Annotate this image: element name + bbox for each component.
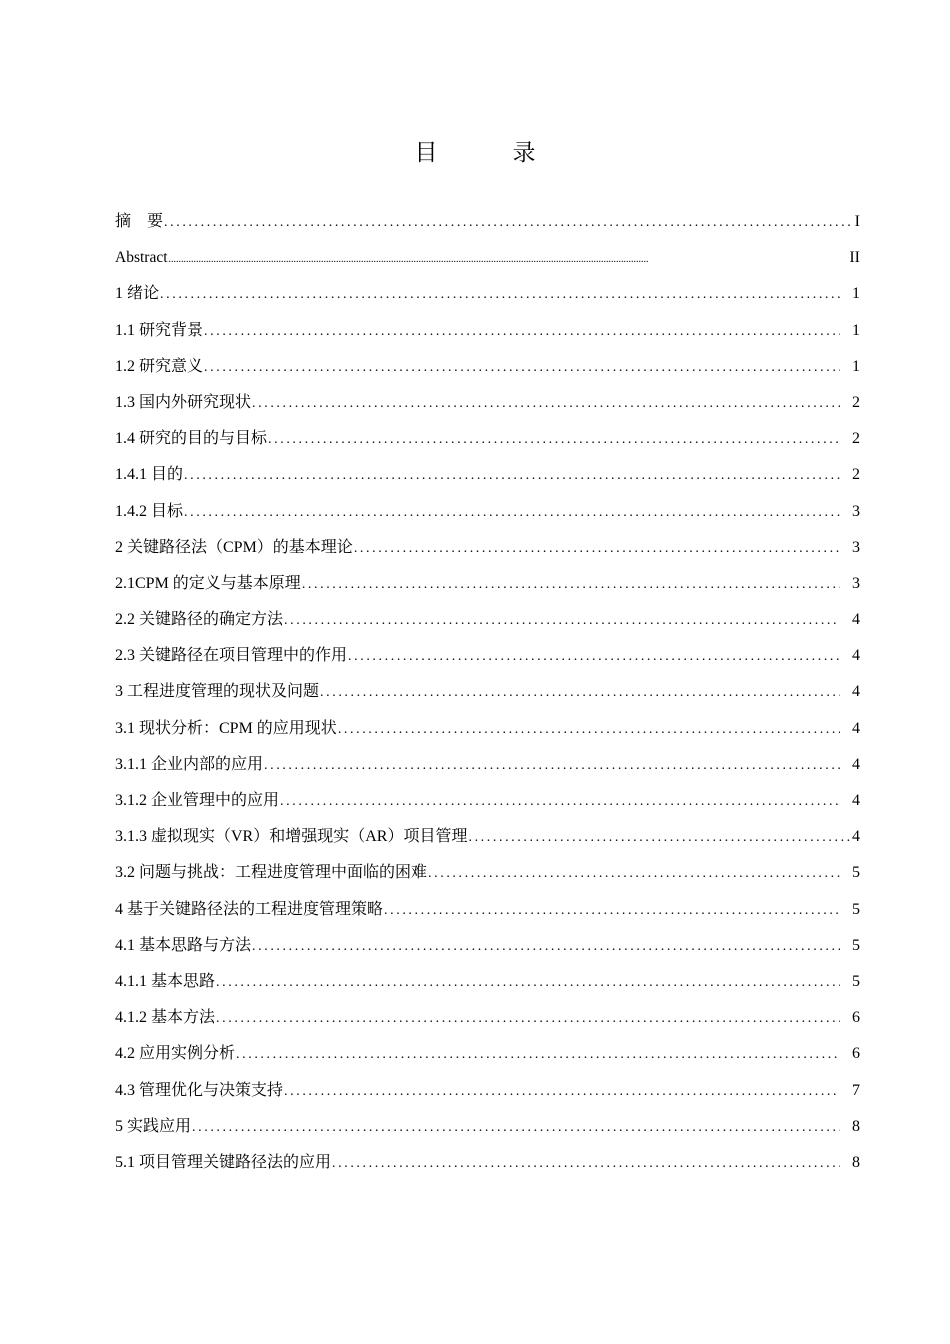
dot-leader <box>192 1116 840 1140</box>
toc-entry-page: 3 <box>852 538 860 556</box>
dot-leader <box>184 501 840 525</box>
toc-entry-label: 4.1.2 基本方法 <box>115 1009 216 1027</box>
toc-entry-1-4-1[interactable] <box>115 463 860 499</box>
toc-entry-1-2[interactable] <box>115 355 860 391</box>
dot-leader <box>169 248 848 272</box>
toc-entry-4-1[interactable] <box>115 934 860 970</box>
toc-entry-label: 摘 要 <box>115 213 164 230</box>
toc-entry-3-1-2[interactable] <box>115 789 860 825</box>
toc-entry-page: 1 <box>852 285 860 303</box>
toc-entry-page: 8 <box>852 1117 860 1135</box>
toc-entry-2-1[interactable] <box>115 572 860 608</box>
toc-entry-label: 4.1.1 基本思路 <box>115 972 216 990</box>
toc-entry-chapter-2[interactable] <box>115 536 860 572</box>
toc-entry-label: 3.1.2 企业管理中的应用 <box>115 792 280 809</box>
dot-leader <box>338 718 840 742</box>
toc-entry-4-1-1[interactable] <box>115 970 860 1006</box>
toc-entry-label: 5.1 项目管理关键路径法的应用 <box>115 1153 332 1171</box>
toc-entry-label: 1 绪论 <box>115 285 160 303</box>
dot-leader <box>284 1080 840 1104</box>
dot-leader <box>204 320 840 344</box>
toc-entry-label: 1.4.1 目的 <box>115 466 184 484</box>
toc-entry-4-2[interactable] <box>115 1042 860 1078</box>
toc-entry-label: 1.2 研究意义 <box>115 357 204 375</box>
toc-entry-1-3[interactable] <box>115 391 860 427</box>
dot-leader <box>216 1007 840 1031</box>
toc-entry-page: 3 <box>852 502 860 520</box>
dot-leader <box>354 537 840 561</box>
toc-entry-page: 5 <box>852 972 860 990</box>
toc-entry-page: 1 <box>852 357 860 375</box>
toc-entry-label: 2 关键路径法（CPM）的基本理论 <box>115 538 353 556</box>
toc-entry-chapter-3[interactable] <box>115 680 860 716</box>
toc-entry-label: 2.1CPM 的定义与基本原理 <box>115 574 301 592</box>
toc-entry-page: 4 <box>852 647 860 665</box>
dot-leader <box>320 681 840 705</box>
dot-leader <box>236 1043 840 1067</box>
toc-entry-page: 2 <box>852 466 860 484</box>
toc-entry-label: 1.4.2 目标 <box>115 502 184 520</box>
toc-entry-label: 1.1 研究背景 <box>115 321 204 339</box>
toc-entry-abstract-en[interactable] <box>115 246 860 282</box>
dot-leader <box>264 754 840 778</box>
toc-entry-page: 4 <box>852 792 860 809</box>
dot-leader <box>468 826 850 850</box>
toc-entry-page: 2 <box>852 430 860 448</box>
toc-entry-5-1[interactable] <box>115 1151 860 1187</box>
toc-entry-abstract-cn[interactable] <box>115 210 860 246</box>
toc-entry-4-1-2[interactable] <box>115 1006 860 1042</box>
toc-entry-label: 4.1 基本思路与方法 <box>115 936 252 954</box>
toc-entry-page: 5 <box>852 936 860 954</box>
toc-entry-page: 6 <box>852 1009 860 1027</box>
dot-leader <box>348 645 840 669</box>
toc-entry-label: 4.3 管理优化与决策支持 <box>115 1081 284 1099</box>
dot-leader <box>302 573 840 597</box>
toc-entry-page: 4 <box>852 828 860 846</box>
toc-entry-page: 4 <box>852 755 860 773</box>
toc-entry-page: 4 <box>852 719 860 737</box>
toc-entry-page: 5 <box>852 864 860 882</box>
toc-entry-page: I <box>854 213 860 230</box>
toc-entry-page: 8 <box>852 1153 860 1171</box>
toc-entry-1-4-2[interactable] <box>115 500 860 536</box>
page-title: 目 录 <box>414 140 562 167</box>
toc-entry-label: 5 实践应用 <box>115 1117 192 1135</box>
dot-leader <box>252 392 840 416</box>
table-of-contents <box>115 210 860 1187</box>
toc-entry-label: 1.3 国内外研究现状 <box>115 393 252 411</box>
toc-entry-3-1-3[interactable] <box>115 825 860 861</box>
toc-entry-label: 4.2 应用实例分析 <box>115 1045 236 1063</box>
toc-entry-label: 3.2 问题与挑战：工程进度管理中面临的困难 <box>115 864 428 882</box>
dot-leader <box>284 609 840 633</box>
dot-leader <box>280 790 840 814</box>
toc-entry-page: II <box>849 249 860 267</box>
toc-entry-label: Abstract <box>115 249 168 267</box>
toc-entry-1-4[interactable] <box>115 427 860 463</box>
dot-leader <box>164 211 853 235</box>
dot-leader <box>332 1152 840 1176</box>
dot-leader <box>216 971 840 995</box>
toc-entry-page: 7 <box>852 1081 860 1099</box>
toc-entry-3-2[interactable] <box>115 861 860 897</box>
toc-entry-page: 6 <box>852 1045 860 1063</box>
toc-entry-label: 3.1 现状分析：CPM 的应用现状 <box>115 719 337 737</box>
toc-entry-page: 4 <box>852 611 860 629</box>
toc-entry-label: 1.4 研究的目的与目标 <box>115 430 268 448</box>
toc-entry-3-1[interactable] <box>115 717 860 753</box>
toc-entry-page: 3 <box>852 574 860 592</box>
toc-entry-chapter-4[interactable] <box>115 898 860 934</box>
dot-leader <box>252 935 840 959</box>
toc-entry-page: 2 <box>852 393 860 411</box>
toc-entry-3-1-1[interactable] <box>115 753 860 789</box>
dot-leader <box>160 283 840 307</box>
toc-entry-page: 1 <box>852 321 860 339</box>
toc-entry-page: 5 <box>852 900 860 918</box>
toc-entry-1-1[interactable] <box>115 319 860 355</box>
toc-entry-chapter-5[interactable] <box>115 1115 860 1151</box>
toc-entry-label: 3.1.3 虚拟现实（VR）和增强现实（AR）项目管理 <box>115 828 468 846</box>
dot-leader <box>384 899 840 923</box>
toc-entry-label: 3 工程进度管理的现状及问题 <box>115 683 320 701</box>
toc-entry-chapter-1[interactable] <box>115 282 860 318</box>
toc-entry-label: 3.1.1 企业内部的应用 <box>115 755 264 773</box>
dot-leader <box>428 862 840 886</box>
dot-leader <box>204 356 840 380</box>
toc-entry-2-3[interactable] <box>115 644 860 680</box>
dot-leader <box>184 464 840 488</box>
toc-entry-label: 2.3 关键路径在项目管理中的作用 <box>115 647 348 665</box>
toc-entry-4-3[interactable] <box>115 1079 860 1115</box>
toc-entry-2-2[interactable] <box>115 608 860 644</box>
toc-entry-label: 2.2 关键路径的确定方法 <box>115 611 284 629</box>
dot-leader <box>268 428 840 452</box>
toc-entry-page: 4 <box>852 683 860 701</box>
toc-entry-label: 4 基于关键路径法的工程进度管理策略 <box>115 900 384 918</box>
